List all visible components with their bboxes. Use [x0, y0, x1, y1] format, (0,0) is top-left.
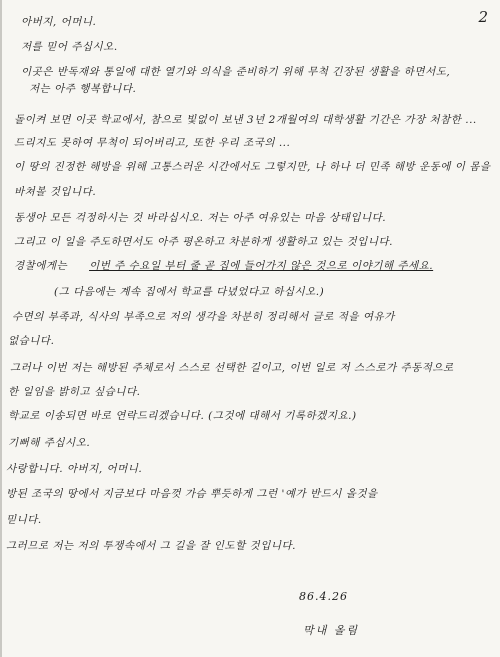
- letter-line: 한 일임을 밝히고 싶습니다.: [8, 386, 141, 398]
- letter-line: 사랑합니다. 아버지, 어머니.: [6, 463, 143, 475]
- letter-line: 드리지도 못하여 무척이 되어버리고, 또한 우리 조국의 ...: [14, 137, 291, 149]
- letter-line: 수면의 부족과, 식사의 부족으로 저의 생각을 차분히 정리해서 글로 적을 여유가: [12, 311, 395, 323]
- letter-line: 저를 믿어 주십시오.: [21, 41, 118, 53]
- letter-line: (그 다음에는 계속 집에서 학교를 다녔었다고 하십시오.): [54, 286, 325, 298]
- letter-body: [2, 0, 500, 657]
- letter-line: 아버지, 어머니.: [21, 16, 97, 28]
- letter-line: 없습니다.: [8, 335, 55, 347]
- letter-line: 방된 조국의 땅에서 지금보다 마음껏 가슴 뿌듯하게 그런 '예가 반드시 올것을: [6, 488, 378, 500]
- letter-line: 동생아 모든 걱정하시는 것 바라십시오. 저는 아주 여유있는 마음 상태입니다.: [14, 212, 387, 224]
- letter-line-with-underline: [14, 258, 433, 273]
- letter-line-prefix: 경찰에게는: [14, 260, 68, 272]
- letter-line: 그러나 이번 저는 해방된 주체로서 스스로 선택한 길이고, 이번 일로 저 스스로가 주동적으로: [10, 362, 454, 374]
- page-number: 2: [478, 8, 488, 26]
- letter-date: 86.4.26: [299, 590, 348, 603]
- letter-line: 그러므로 저는 저의 투쟁속에서 그 길을 잘 인도할 것입니다.: [6, 540, 296, 552]
- letter-line: 그리고 이 일을 주도하면서도 아주 평온하고 차분하게 생활하고 있는 것입니다.: [14, 236, 393, 248]
- paper-bleed-through: [332, 420, 482, 510]
- letter-line: 저는 아주 행복합니다.: [29, 83, 137, 95]
- letter-line: 이 땅의 진정한 해방을 위해 고통스러운 시간에서도 그렇지만, 나 하나 더 민족 해방 운동에 이 몸을: [14, 161, 491, 173]
- letter-line: 이곳은 반독재와 통일에 대한 열기와 의식을 준비하기 위해 무척 긴장된 생활을 하면서도,: [21, 66, 451, 78]
- letter-line: 학교로 이송되면 바로 연락드리겠습니다. (그것에 대해서 기록하겠지요.): [8, 410, 357, 422]
- letter-line: 기뻐해 주십시오.: [8, 437, 91, 449]
- letter-signature: 막내 올림: [303, 624, 360, 637]
- letter-line: 돌이켜 보면 이곳 학교에서, 참으로 빛없이 보낸 3년 2개월여의 대학생활 기간은 가장 처참한 ...: [14, 114, 477, 126]
- letter-line: 바쳐볼 것입니다.: [14, 186, 97, 198]
- underlined-phrase: 이번 주 수요일 부터 줄 곧 집에 들어가지 않은 것으로 이야기해 주세요.: [89, 260, 434, 272]
- letter-line: 믿니다.: [6, 514, 42, 526]
